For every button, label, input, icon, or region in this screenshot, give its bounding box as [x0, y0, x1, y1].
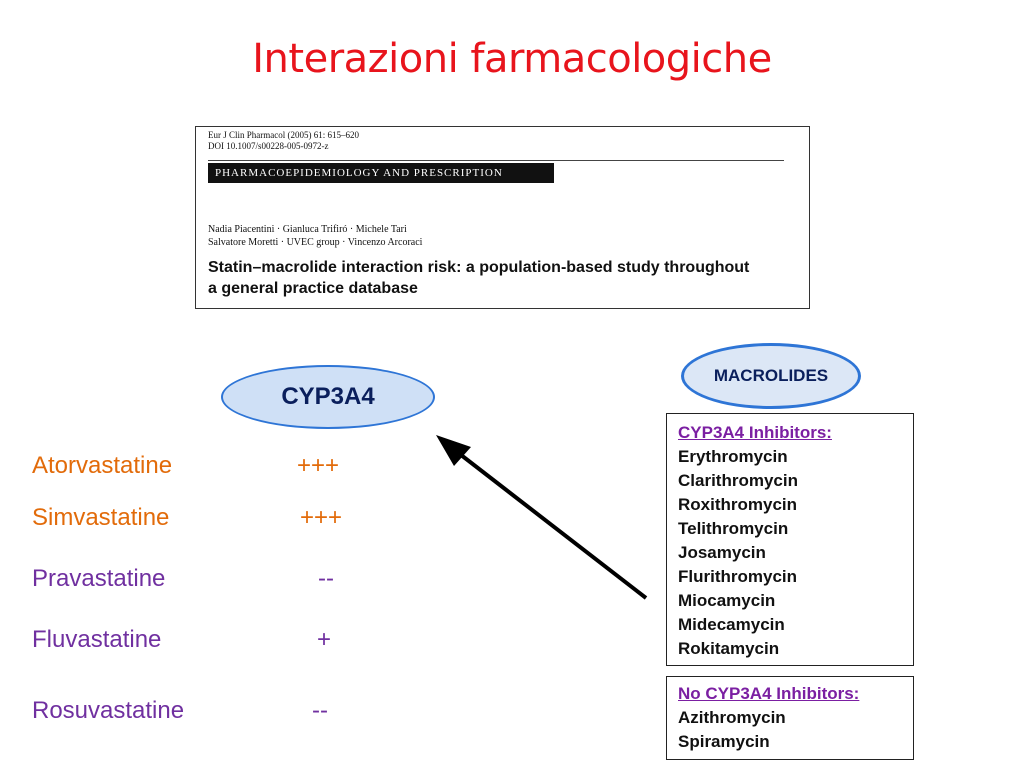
- statin-risk-simvastatine: +++: [300, 504, 343, 531]
- statin-name-rosuvastatine: Rosuvastatine: [32, 697, 185, 724]
- non-inhibitors-header: No CYP3A4 Inhibitors:: [678, 684, 860, 703]
- inhibitor-item: Roxithromycin: [678, 495, 798, 514]
- authors-line-2: Salvatore Moretti · UVEC group · Vincenzo Arcoraci: [208, 237, 423, 248]
- inhibitors-header: CYP3A4 Inhibitors:: [678, 423, 832, 442]
- statin-name-fluvastatine: Fluvastatine: [32, 626, 162, 653]
- statin-name-simvastatine: Simvastatine: [32, 504, 170, 531]
- paper-title-line-2: a general practice database: [208, 280, 418, 297]
- statin-name-pravastatine: Pravastatine: [32, 565, 166, 592]
- statin-risk-rosuvastatine: --: [312, 697, 328, 724]
- authors-line-1: Nadia Piacentini · Gianluca Trifiró · Michele Tari: [208, 224, 407, 235]
- inhibitor-item: Telithromycin: [678, 519, 789, 538]
- non-inhibitor-item: Spiramycin: [678, 732, 770, 751]
- inhibitor-item: Midecamycin: [678, 615, 785, 634]
- slide-title: Interazioni farmacologiche: [252, 36, 772, 82]
- inhibitor-item: Josamycin: [678, 543, 766, 562]
- arrow-head-icon: [436, 435, 471, 466]
- journal-line-2: DOI 10.1007/s00228-005-0972-z: [208, 141, 329, 151]
- inhibitor-item: Rokitamycin: [678, 639, 780, 658]
- statin-risk-fluvastatine: +: [317, 626, 332, 653]
- non-inhibitor-item: Azithromycin: [678, 708, 786, 727]
- inhibitor-item: Clarithromycin: [678, 471, 798, 490]
- inhibitor-item: Miocamycin: [678, 591, 776, 610]
- journal-line-1: Eur J Clin Pharmacol (2005) 61: 615–620: [208, 130, 359, 140]
- statin-risk-atorvastatine: +++: [297, 452, 340, 479]
- cyp3a4-label: CYP3A4: [281, 383, 375, 410]
- arrow-shaft: [452, 448, 646, 598]
- inhibitor-item: Flurithromycin: [678, 567, 798, 586]
- macrolides-label: MACROLIDES: [713, 366, 829, 385]
- inhibitor-item: Erythromycin: [678, 447, 788, 466]
- paper-title-line-1: Statin–macrolide interaction risk: a population-based study throughout: [208, 259, 750, 276]
- statin-risk-pravastatine: --: [318, 565, 334, 592]
- statin-name-atorvastatine: Atorvastatine: [32, 452, 173, 479]
- section-banner: PHARMACOEPIDEMIOLOGY AND PRESCRIPTION: [208, 163, 554, 183]
